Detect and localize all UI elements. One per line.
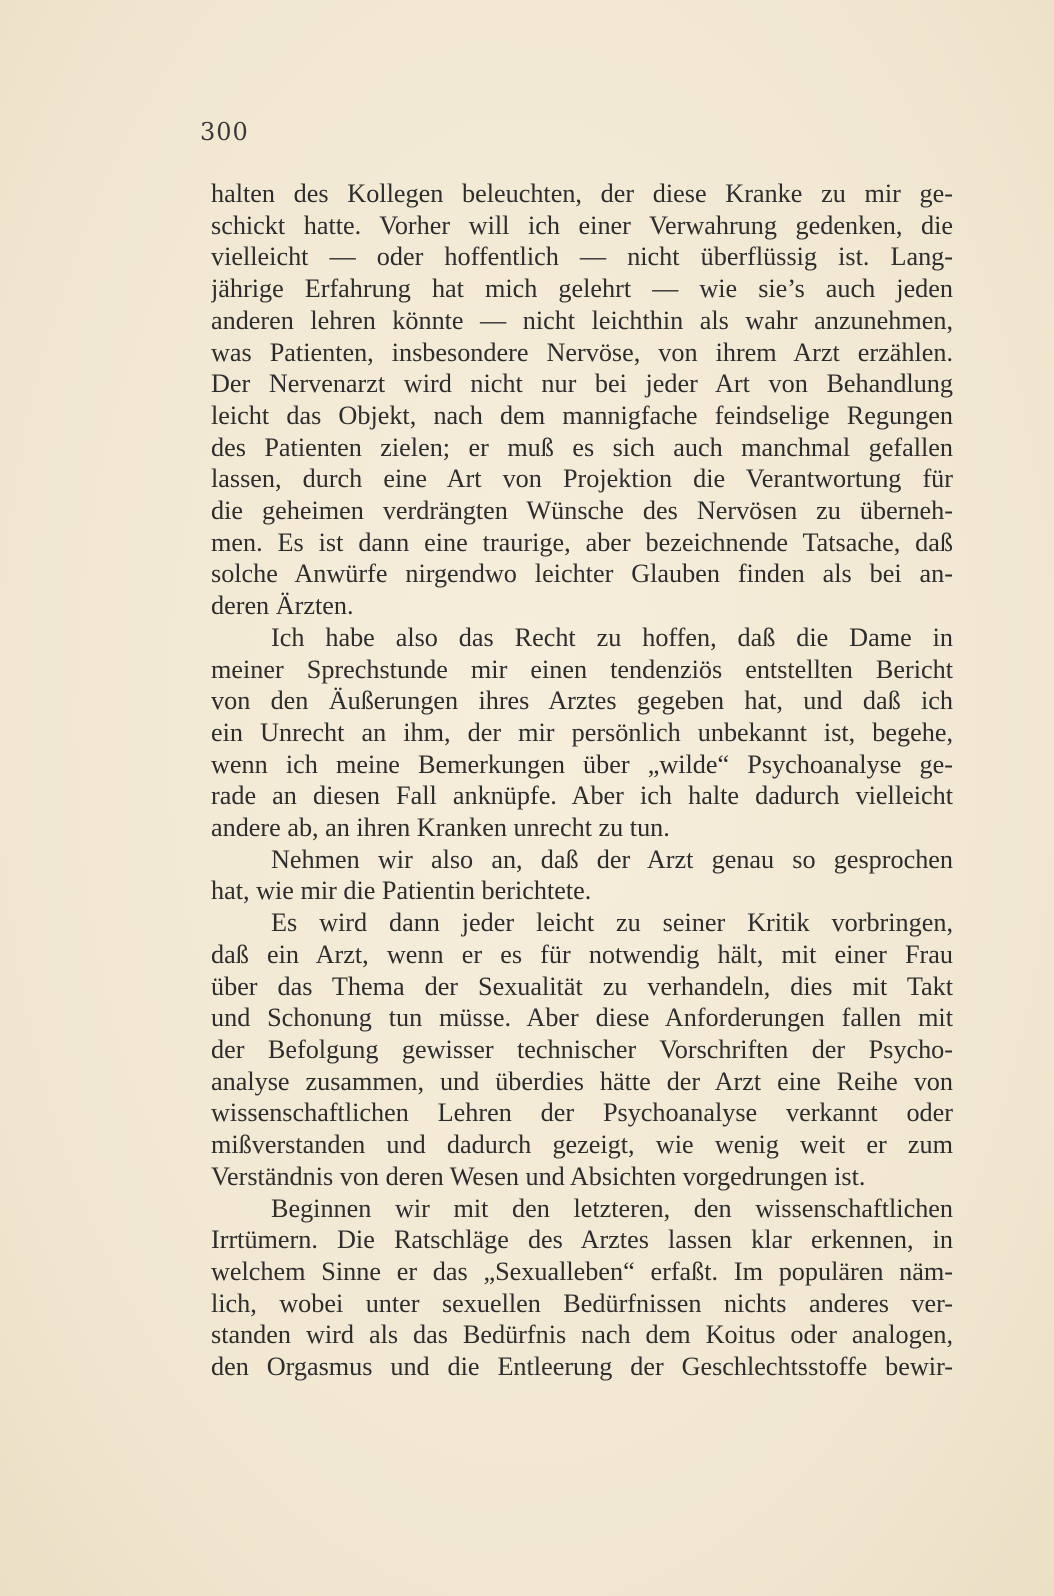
text-line: rade an diesen Fall anknüpfe. Aber ich halte dadurch vielleicht	[211, 781, 953, 811]
text-line: des Patienten zielen; er muß es sich auch manchmal gefallen	[211, 432, 953, 462]
text-line: von den Äußerungen ihres Arztes gegeben hat, und daß ich	[211, 686, 953, 716]
text-line: Nehmen wir also an, daß der Arzt genau so gesprochen	[271, 844, 953, 874]
text-line: leicht das Objekt, nach dem mannigfache feindselige Regungen	[211, 400, 953, 430]
text-line: Der Nervenarzt wird nicht nur bei jeder Art von Behandlung	[211, 369, 953, 399]
text-line: mißverstanden und dadurch gezeigt, wie wenig weit er zum	[211, 1130, 953, 1160]
text-line: meiner Sprechstunde mir einen tendenziös entstellten Bericht	[211, 654, 953, 684]
text-line: wenn ich meine Bemerkungen über „wilde“ Psychoanalyse ge-	[211, 749, 953, 779]
text-line: was Patienten, insbesondere Nervöse, von ihrem Arzt erzählen.	[211, 337, 953, 367]
text-line: Beginnen wir mit den letzteren, den wissenschaftlichen	[271, 1193, 953, 1223]
body-text	[211, 178, 953, 1383]
text-line: und Schonung tun müsse. Aber diese Anforderungen fallen mit	[211, 1003, 953, 1033]
text-line: solche Anwürfe nirgendwo leichter Glauben finden als bei an-	[211, 559, 953, 589]
text-line: der Befolgung gewisser technischer Vorschriften der Psycho-	[211, 1034, 953, 1064]
text-line: deren Ärzten.	[211, 591, 354, 621]
text-line: anderen lehren könnte — nicht leichthin als wahr anzunehmen,	[211, 305, 953, 335]
text-line: lassen, durch eine Art von Projektion die Verantwortung für	[211, 464, 953, 494]
text-line: jährige Erfahrung hat mich gelehrt — wie sie’s auch jeden	[211, 274, 953, 304]
text-line: daß ein Arzt, wenn er es für notwendig hält, mit einer Frau	[211, 939, 953, 969]
text-line: Es wird dann jeder leicht zu seiner Kritik vorbringen,	[271, 908, 953, 938]
text-line: hat, wie mir die Patientin berichtete.	[211, 876, 592, 906]
text-line: analyse zusammen, und überdies hätte der Arzt eine Reihe von	[211, 1066, 953, 1096]
text-line: men. Es ist dann eine traurige, aber bezeichnende Tatsache, daß	[211, 527, 953, 557]
text-line: halten des Kollegen beleuchten, der diese Kranke zu mir ge-	[211, 179, 953, 208]
text-line: welchem Sinne er das „Sexualleben“ erfaßt. Im populären näm-	[211, 1256, 953, 1286]
text-line: die geheimen verdrängten Wünsche des Nervösen zu überneh-	[211, 496, 953, 526]
text-line: Verständnis von deren Wesen und Absichten vorgedrungen ist.	[211, 1161, 866, 1191]
text-line: lich, wobei unter sexuellen Bedürfnissen nichts anderes ver-	[211, 1288, 953, 1318]
text-line: schickt hatte. Vorher will ich einer Verwahrung gedenken, die	[211, 210, 953, 240]
text-line: Ich habe also das Recht zu hoffen, daß die Dame in	[271, 622, 953, 652]
text-line: den Orgasmus und die Entleerung der Geschlechtsstoffe bewir-	[211, 1352, 953, 1382]
text-line: wissenschaftlichen Lehren der Psychoanalyse verkannt oder	[211, 1098, 953, 1128]
text-line: über das Thema der Sexualität zu verhandeln, dies mit Takt	[211, 971, 953, 1001]
page-number: 300	[200, 118, 249, 146]
text-line: Irrtümern. Die Ratschläge des Arztes lassen klar erkennen, in	[211, 1225, 953, 1255]
text-line: vielleicht — oder hoffentlich — nicht überflüssig ist. Lang-	[211, 242, 953, 272]
text-line: andere ab, an ihren Kranken unrecht zu tun.	[211, 813, 670, 843]
text-line: ein Unrecht an ihm, der mir persönlich unbekannt ist, begehe,	[211, 717, 953, 747]
text-line: standen wird als das Bedürfnis nach dem Koitus oder analogen,	[211, 1320, 953, 1350]
